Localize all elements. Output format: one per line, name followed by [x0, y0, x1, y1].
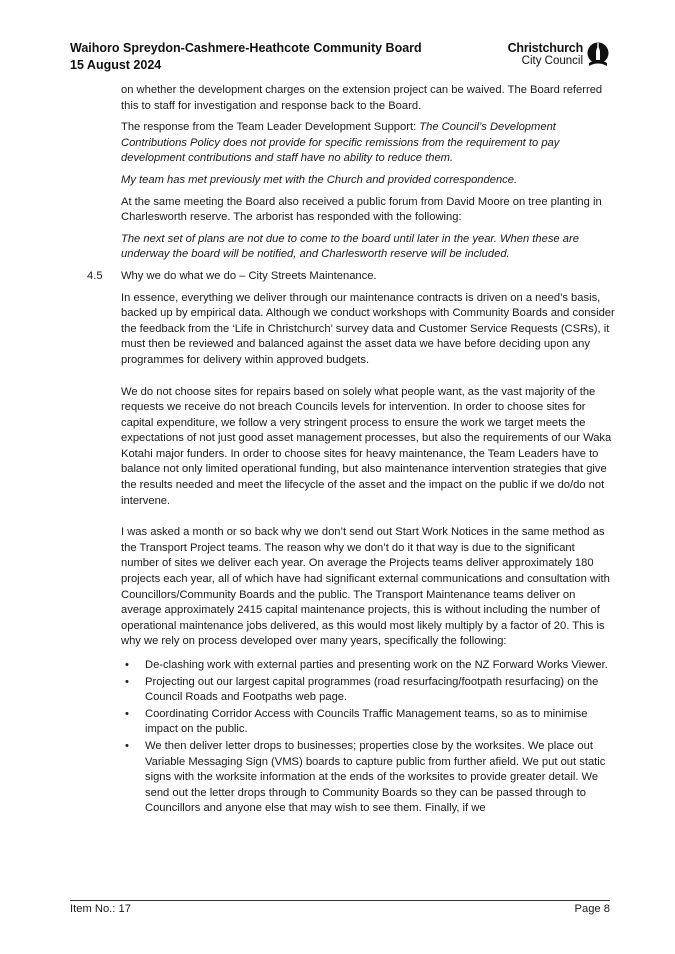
section-number: 4.5 [87, 269, 103, 282]
page-number: Page 8 [574, 903, 610, 915]
section-title: Why we do what we do – City Streets Maintenance. [121, 269, 377, 282]
list-item: • De-clashing work with external parties and presenting work on the NZ Forward Works Viewer. [121, 658, 615, 674]
page-footer [70, 900, 610, 915]
list-item: • We then deliver letter drops to businesses; properties close by the worksites. We place out Variable Messaging Sign (VMS) boards to capture public from further afield. We put out static signs with the worksite information at the ends of the worksites to provide greater detail. We send out the letter drops through to Community Boards so they can be passed through to Councillors and anyone else that may wish to see them. Finally, if we [125, 739, 606, 815]
paragraph [87, 120, 615, 167]
section-heading [87, 269, 615, 285]
paragraph: In essence, everything we deliver through our maintenance contracts is driven on a need’s basis, backed up by empirical data. Although we conduct workshops with Community Boards and consider the feedback from the ‘Life in Christchurch’ survey data and Customer Service Requests (CSRs), it must then be reviewed and balanced against the asset data we have before deciding upon any programmes for delivery within approved budgets. [121, 291, 615, 366]
page-header [70, 40, 610, 80]
paragraph: At the same meeting the Board also received a public forum from David Moore on tree planting in Charlesworth reserve. The arborist has responded with the following: [121, 195, 602, 224]
document-body [87, 83, 615, 818]
process-list [121, 658, 615, 817]
council-logo [508, 42, 610, 68]
list-item: • Coordinating Corridor Access with Councils Traffic Management teams, so as to minimise impact on the public. [125, 707, 588, 736]
cathedral-emblem-icon [586, 42, 610, 68]
bullet-icon: • [125, 739, 129, 752]
paragraph: on whether the development charges on the extension project can be waived. The Board referred this to staff for investigation and response back to the Board. [121, 84, 603, 112]
list-item: • Projecting out our largest capital programmes (road resurfacing/footpath resurfacing) on the Council Roads and Footpaths web page. [125, 675, 599, 704]
bullet-icon: • [125, 707, 129, 720]
meeting-date: 15 August 2024 [70, 58, 162, 72]
logo-line-1: Christchurch [507, 41, 583, 55]
response-lead: The response from the Team Leader Development Support: [121, 121, 420, 134]
item-number: Item No.: 17 [70, 903, 131, 915]
board-name: Waihoro Spreydon-Cashmere-Heathcote Community Board [70, 41, 422, 55]
paragraph: We do not choose sites for repairs based on solely what people want, as the vast majority of the requests we receive do not breach Councils levels for intervention. In order to choose sites for capital expenditure, we follow a very stringent process to ensure the work we target meets the expectations of not just good asset management processes, but also the requirements of our Waka Kotahi major funders. In order to choose sites for heavy maintenance, the Team Leaders have to balance not only limited operational funding, but also maintenance intervention strategies that give the results needed and meet the lifecycle of the asset and the impact on the public if we do/do not intervene. [121, 385, 612, 507]
logo-line-2: City Council [521, 55, 583, 67]
response-quote: The Council’s Development Contributions Policy does not provide for specific remissions from the requirement to pay development contributions and staff have no ability to reduce them. [121, 121, 560, 165]
paragraph: The next set of plans are not due to come to the board until later in the year. When these are underway the board will be notified, and Charlesworth reserve will be included. [121, 232, 579, 261]
bullet-icon: • [125, 659, 129, 671]
bullet-icon: • [125, 675, 129, 688]
paragraph: I was asked a month or so back why we don’t send out Start Work Notices in the same method as the Transport Project teams. The reason why we don’t do it that way is due to the significant number of sites we deliver each year. On average the Projects teams deliver approximately 180 projects each year, all of which have had significant external communications and consultation with Councillors/Community Boards and the public. The Transport Maintenance teams deliver on average approximately 2415 capital maintenance projects, this is without including the number of operational maintenance jobs delivered, as this would most likely multiply by a factor of 20. This is why we rely on process developed over many years, specifically the following: [121, 526, 610, 648]
paragraph: My team has met previously met with the Church and provided correspondence. [121, 173, 518, 186]
